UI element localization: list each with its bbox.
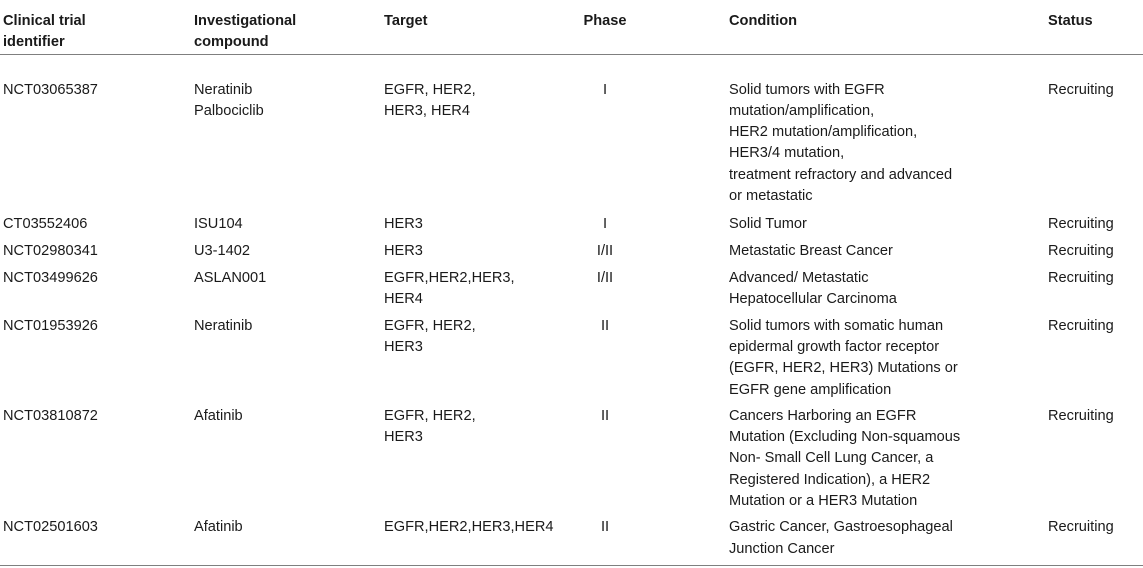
cell-status: Recruiting [1045,512,1143,565]
cell-identifier: NCT03499626 [3,269,98,286]
cell-status: Recruiting [1048,317,1114,334]
cell-compound: Neratinib [194,317,253,334]
cell-target: EGFR, HER2, HER3 [384,317,476,355]
table-row [0,263,1143,311]
cell-status: Recruiting [1048,216,1114,233]
cell-target: EGFR, HER2, HER3, HER4 [384,81,476,119]
cell-compound: Afatinib [194,407,243,424]
table-row [0,236,1143,263]
cell-identifier: CT03552406 [3,216,88,233]
cell-phase: I [602,81,608,98]
header-phase: Phase [537,0,726,54]
cell-identifier: NCT03065387 [3,81,98,98]
cell-condition: Gastric Cancer, Gastroesophageal Junction Cancer [726,512,1045,565]
cell-phase: I/II [596,242,614,259]
cell-status: Recruiting [1048,81,1114,98]
cell-condition: Solid Tumor [729,216,807,233]
cell-status: Recruiting [1048,407,1114,424]
table-row [0,512,1143,565]
cell-identifier: NCT02501603 [0,512,191,565]
cell-phase: II [537,512,726,565]
cell-condition: Cancers Harboring an EGFR Mutation (Excluding Non-squamous Non- Small Cell Lung Cancer, a Registered Indication), a HER2 Mutation or a HER3 Mutation [729,407,961,510]
cell-phase: II [600,407,610,424]
cell-compound: U3-1402 [194,242,250,259]
cell-phase: II [600,317,610,334]
cell-compound: Neratinib Palbociclib [194,81,264,119]
header-compound: Investigational compound [191,0,381,54]
cell-status: Recruiting [1048,269,1114,286]
cell-identifier: NCT01953926 [3,317,98,334]
cell-target: HER3 [384,242,423,259]
cell-compound: ASLAN001 [194,269,267,286]
cell-status: Recruiting [1048,242,1114,259]
cell-target: HER3 [384,216,423,233]
header-target: Target [381,0,537,54]
header-status: Status [1045,0,1143,54]
cell-identifier: NCT02980341 [3,242,98,259]
cell-target: EGFR, HER2, HER3 [384,407,476,446]
cell-target: EGFR,HER2,HER3, HER4 [384,269,515,307]
header-condition: Condition [726,0,1045,54]
cell-condition: Advanced/ Metastatic Hepatocellular Carcinoma [729,269,897,307]
header-identifier: Clinical trial identifier [0,0,191,54]
cell-condition: Solid tumors with somatic human epidermal growth factor receptor (EGFR, HER2, HER3) Mutations or EGFR gene amplification [729,317,958,398]
table-row [0,311,1143,401]
table-row [0,401,1143,512]
cell-phase: I [602,216,608,233]
cell-compound: Afatinib [191,512,381,565]
cell-target: EGFR,HER2,HER3,HER4 [381,512,537,565]
cell-identifier: NCT03810872 [3,407,98,424]
cell-condition: Solid tumors with EGFR mutation/amplification, HER2 mutation/amplification, HER3/4 mutation, treatment refractory and advanced or metastatic [729,81,953,205]
table-row [0,54,1143,207]
header-row [0,0,1143,54]
cell-phase: I/II [596,269,614,286]
cell-compound: ISU104 [194,216,243,233]
cell-condition: Metastatic Breast Cancer [729,242,893,259]
table-row [0,207,1143,235]
